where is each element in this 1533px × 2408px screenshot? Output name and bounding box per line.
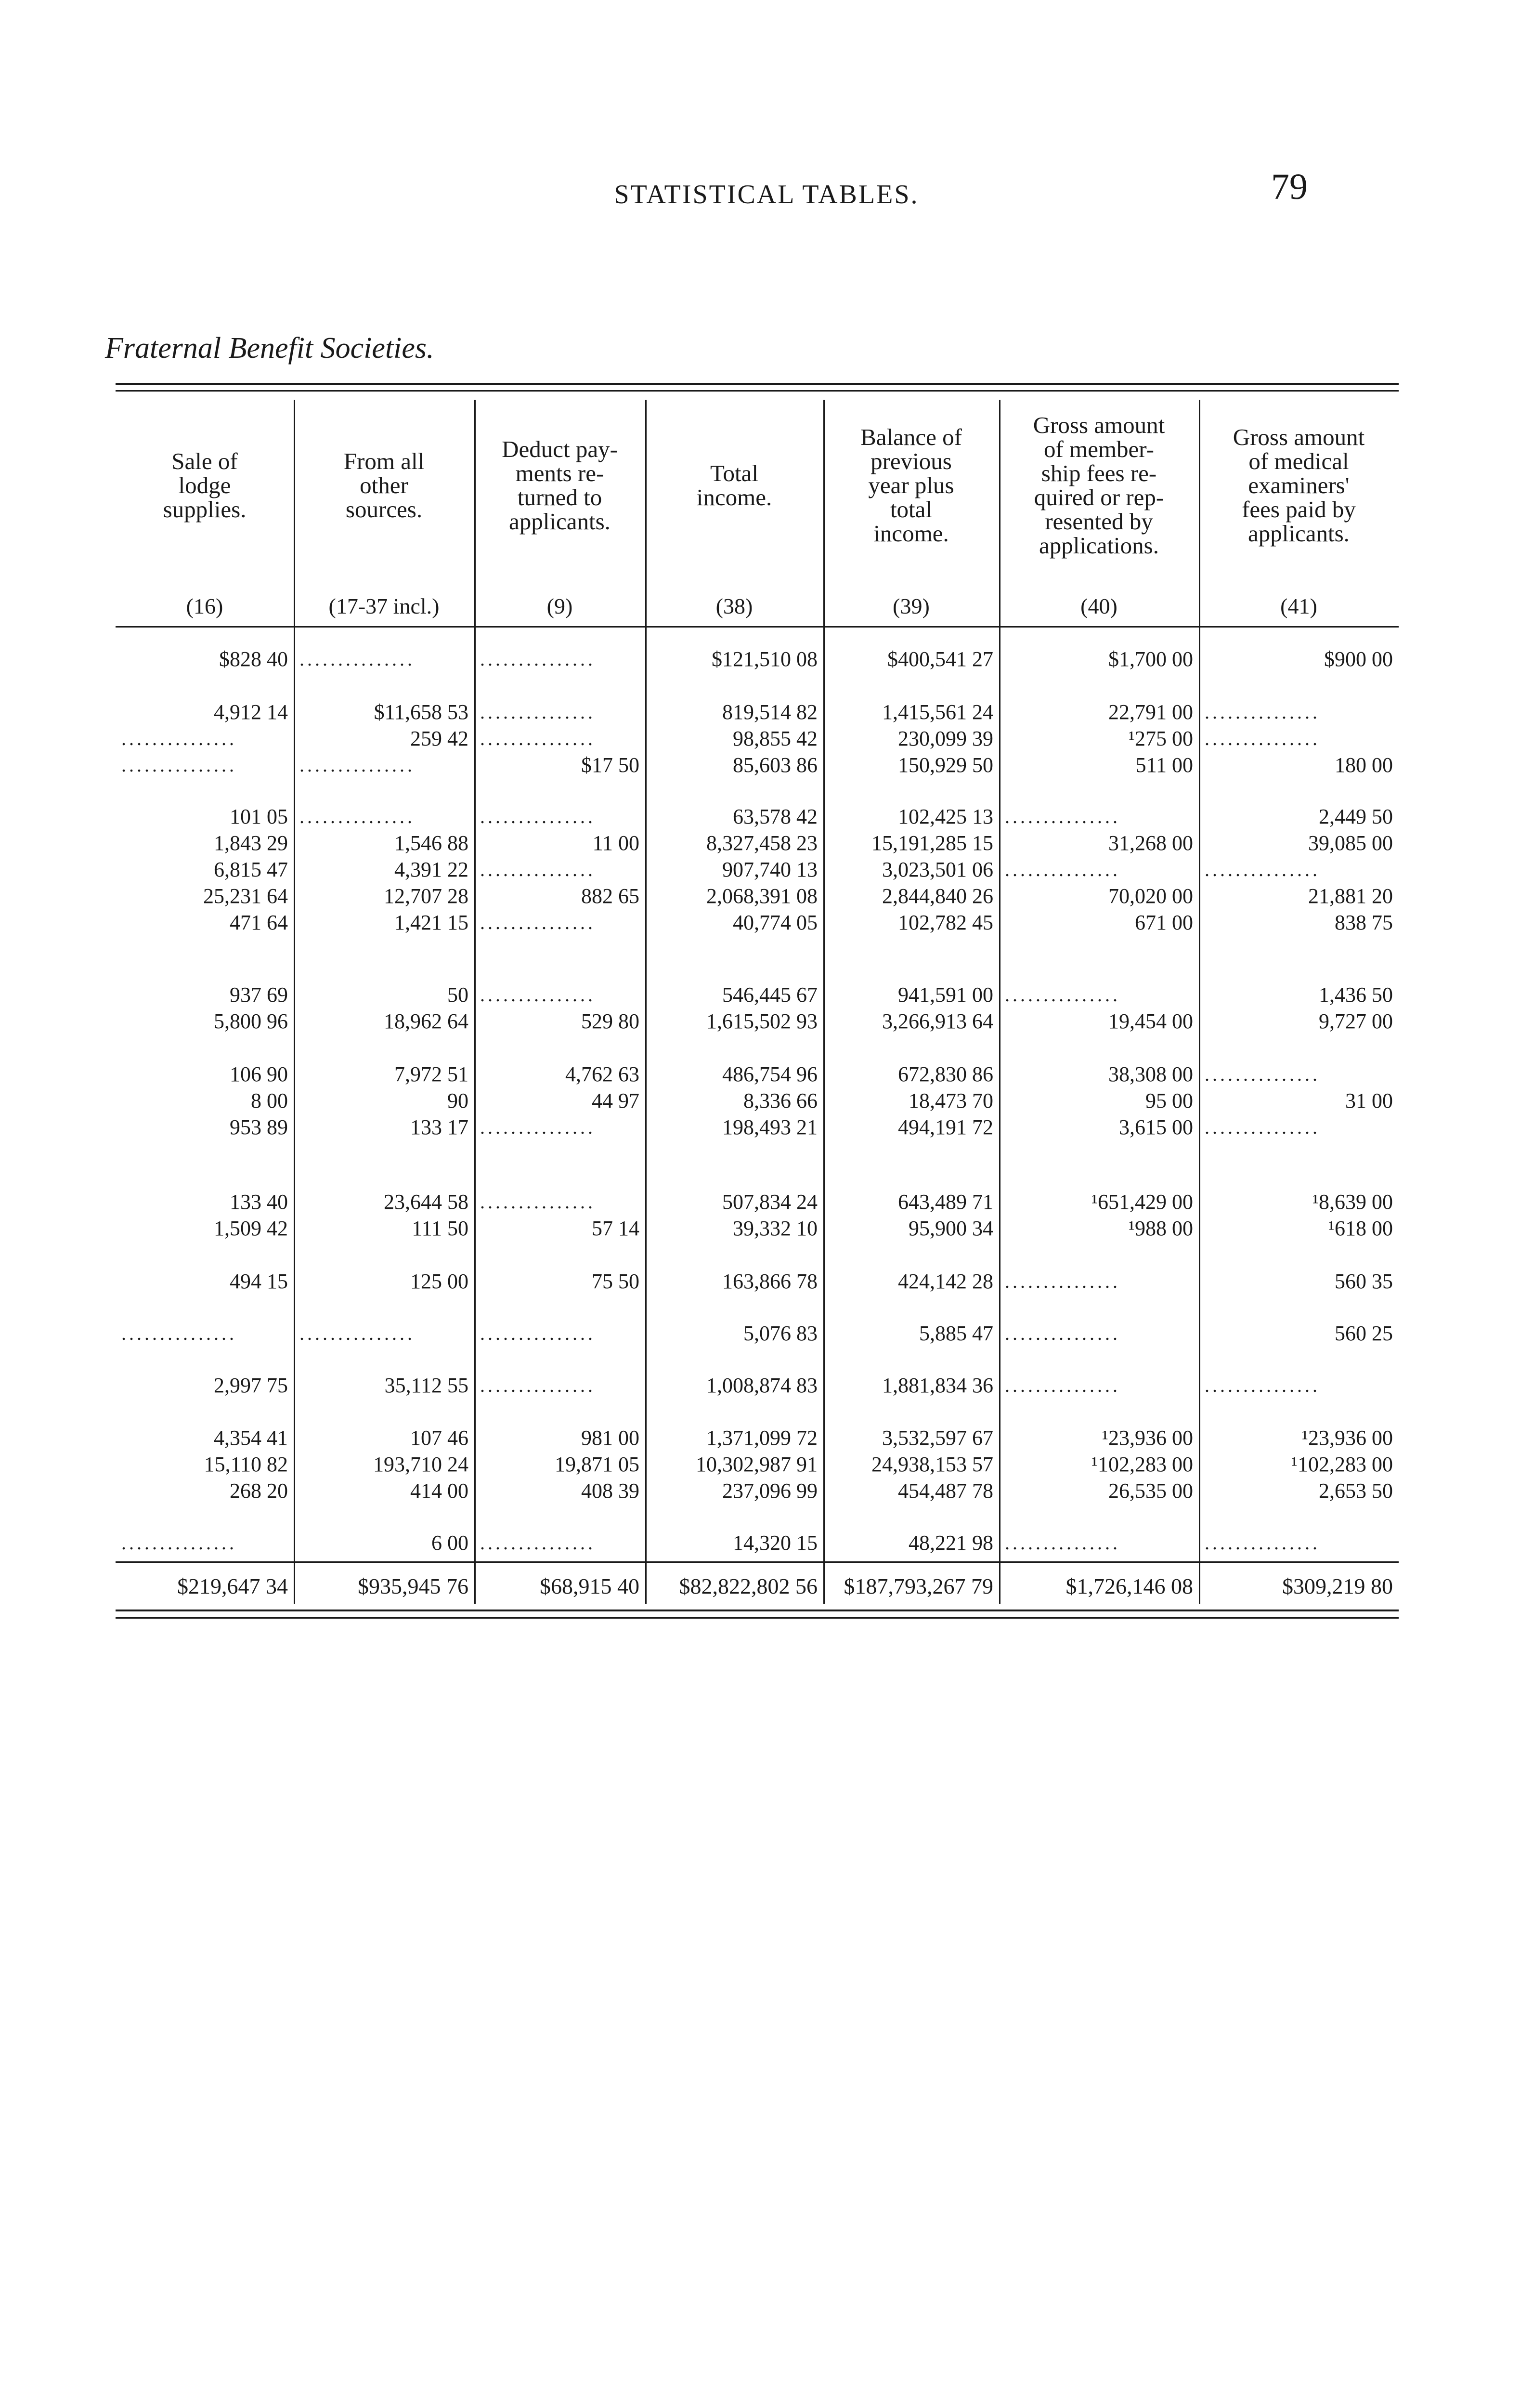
- table-cell: 6,815 47: [214, 858, 288, 881]
- table-cell: 3,023,501 06: [882, 858, 993, 881]
- table-row: [0, 832, 1533, 855]
- table-cell: 24,938,153 57: [871, 1453, 993, 1476]
- table-cell: 38,308 00: [1108, 1063, 1193, 1086]
- table-cell: $309,219 80: [1282, 1575, 1393, 1598]
- table-cell: 937 69: [230, 983, 288, 1007]
- table-cell: 6 00: [431, 1531, 468, 1555]
- table-cell: 2,997 75: [214, 1374, 288, 1397]
- dot-leader: ...............: [480, 984, 596, 1006]
- table-cell: 486,754 96: [722, 1063, 818, 1086]
- table-cell: 18,962 64: [384, 1010, 468, 1033]
- table-cell: 39,332 10: [733, 1217, 818, 1240]
- table-cell: $121,510 08: [712, 648, 818, 671]
- table-cell: $11,658 53: [374, 701, 468, 724]
- table-cell: 1,881,834 36: [882, 1374, 993, 1397]
- table-row: [0, 983, 1533, 1007]
- dot-leader: ...............: [299, 754, 415, 776]
- dot-leader: ...............: [480, 1116, 596, 1138]
- table-cell: 2,653 50: [1319, 1479, 1393, 1503]
- table-cell: 1,615,502 93: [706, 1010, 818, 1033]
- table-cell: 11 00: [592, 832, 639, 855]
- dot-leader: ...............: [1005, 1322, 1120, 1344]
- table-cell: 150,929 50: [898, 754, 993, 777]
- table-cell: 494,191 72: [898, 1116, 993, 1139]
- table-cell: 953 89: [230, 1116, 288, 1139]
- table-cell: ¹102,283 00: [1091, 1453, 1193, 1476]
- header-rule: [116, 626, 1399, 628]
- dot-leader: ...............: [1005, 859, 1120, 880]
- table-cell: 26,535 00: [1108, 1479, 1193, 1503]
- table-cell: 882 65: [581, 885, 639, 908]
- table-cell: 25,231 64: [203, 885, 288, 908]
- table-row: [0, 1191, 1533, 1214]
- table-cell: 1,509 42: [214, 1217, 288, 1240]
- table-cell: 2,068,391 08: [706, 885, 818, 908]
- dot-leader: ...............: [1205, 859, 1320, 880]
- dot-leader: ...............: [480, 1374, 596, 1396]
- table-cell: 454,487 78: [898, 1479, 993, 1503]
- table-row: [0, 701, 1533, 724]
- dot-leader: ...............: [480, 806, 596, 827]
- column-header: Balance of previous year plus total income.: [860, 423, 962, 547]
- column-header: From all other sources.: [343, 447, 425, 523]
- table-cell: $82,822,802 56: [679, 1575, 818, 1598]
- table-cell: 85,603 86: [733, 754, 818, 777]
- dot-leader: ...............: [1005, 1374, 1120, 1396]
- table-cell: 5,885 47: [919, 1322, 993, 1345]
- table-cell: 39,085 00: [1308, 832, 1393, 855]
- bottom-rule: [116, 1617, 1399, 1619]
- table-row: [0, 911, 1533, 934]
- column-header: Sale of lodge supplies.: [163, 447, 247, 523]
- column-number: (9): [546, 593, 573, 618]
- column-header: Gross amount of member- ship fees re- quired or rep- resented by applications.: [1033, 411, 1165, 559]
- table-cell: ¹8,639 00: [1312, 1191, 1393, 1214]
- table-row: [0, 1453, 1533, 1476]
- column-number: (40): [1080, 593, 1117, 618]
- table-cell: 494 15: [230, 1270, 288, 1293]
- table-cell: 19,454 00: [1108, 1010, 1193, 1033]
- table-cell: 9,727 00: [1319, 1010, 1393, 1033]
- column-number: (39): [893, 593, 930, 618]
- top-rule: [116, 390, 1399, 392]
- dot-leader: ...............: [480, 1322, 596, 1344]
- table-cell: 8,327,458 23: [706, 832, 818, 855]
- table-cell: 19,871 05: [555, 1453, 639, 1476]
- table-cell: 31,268 00: [1108, 832, 1193, 855]
- table-cell: $400,541 27: [887, 648, 993, 671]
- table-cell: 12,707 28: [384, 885, 468, 908]
- table-cell: 50: [447, 983, 468, 1007]
- table-cell: 133 40: [230, 1191, 288, 1214]
- table-row: [0, 1426, 1533, 1450]
- dot-leader: ...............: [121, 1532, 237, 1554]
- table-row: [0, 805, 1533, 828]
- dot-leader: ...............: [480, 648, 596, 670]
- table-cell: 7,972 51: [394, 1063, 468, 1086]
- table-cell: 23,644 58: [384, 1191, 468, 1214]
- table-cell: 507,834 24: [722, 1191, 818, 1214]
- table-cell: ¹23,936 00: [1102, 1426, 1193, 1450]
- table-cell: 102,782 45: [898, 911, 993, 934]
- table-cell: 2,449 50: [1319, 805, 1393, 828]
- table-cell: ¹651,429 00: [1091, 1191, 1193, 1214]
- table-cell: 5,076 83: [743, 1322, 818, 1345]
- column-number: (38): [715, 593, 753, 618]
- table-cell: $1,700 00: [1108, 648, 1193, 671]
- dot-leader: ...............: [121, 1322, 237, 1344]
- table-cell: 3,266,913 64: [882, 1010, 993, 1033]
- table-cell: 8 00: [251, 1089, 288, 1112]
- table-row: [0, 1116, 1533, 1139]
- table-cell: 560 35: [1335, 1270, 1393, 1293]
- table-row: [0, 648, 1533, 671]
- table-cell: 1,843 29: [214, 832, 288, 855]
- table-cell: 981 00: [581, 1426, 639, 1450]
- table-cell: 48,221 98: [909, 1531, 993, 1555]
- table-cell: 180 00: [1335, 754, 1393, 777]
- table-cell: 4,354 41: [214, 1426, 288, 1450]
- column-number: (41): [1280, 593, 1317, 618]
- table-cell: 163,866 78: [722, 1270, 818, 1293]
- table-cell: 8,336 66: [743, 1089, 818, 1112]
- dot-leader: ...............: [1205, 1374, 1320, 1396]
- table-cell: 560 25: [1335, 1322, 1393, 1345]
- table-cell: 672,830 86: [898, 1063, 993, 1086]
- table-cell: ¹988 00: [1128, 1217, 1193, 1240]
- table-cell: 63,578 42: [733, 805, 818, 828]
- table-cell: 1,546 88: [394, 832, 468, 855]
- table-row: [0, 1010, 1533, 1033]
- page-number: 79: [1271, 167, 1308, 207]
- table-cell: 471 64: [230, 911, 288, 934]
- dot-leader: ...............: [121, 754, 237, 776]
- table-cell: $828 40: [219, 648, 288, 671]
- table-cell: 15,191,285 15: [871, 832, 993, 855]
- table-cell: $935,945 76: [358, 1575, 468, 1598]
- table-cell: 57 14: [592, 1217, 639, 1240]
- table-cell: 237,096 99: [722, 1479, 818, 1503]
- table-cell: 1,415,561 24: [882, 701, 993, 724]
- dot-leader: ...............: [1005, 984, 1120, 1006]
- dot-leader: ...............: [480, 1191, 596, 1213]
- top-rule: [116, 383, 1399, 385]
- table-cell: 133 17: [410, 1116, 468, 1139]
- dot-leader: ...............: [1005, 1532, 1120, 1554]
- column-header: Deduct pay- ments re- turned to applicants.: [502, 435, 618, 535]
- dot-leader: ...............: [480, 859, 596, 880]
- dot-leader: ...............: [480, 701, 596, 723]
- table-cell: 31 00: [1345, 1089, 1393, 1112]
- table-cell: 95 00: [1145, 1089, 1193, 1112]
- table-row: [0, 885, 1533, 908]
- table-row: [0, 1217, 1533, 1240]
- column-number: (17-37 incl.): [328, 593, 440, 618]
- dot-leader: ...............: [299, 806, 415, 827]
- table-cell: $68,915 40: [540, 1575, 639, 1598]
- table-cell: 95,900 34: [909, 1217, 993, 1240]
- totals-row: [0, 1575, 1533, 1598]
- table-cell: 125 00: [410, 1270, 468, 1293]
- running-head: STATISTICAL TABLES.: [614, 180, 919, 209]
- table-cell: 414 00: [410, 1479, 468, 1503]
- table-cell: 1,421 15: [394, 911, 468, 934]
- dot-leader: ...............: [1205, 701, 1320, 723]
- table-cell: 70,020 00: [1108, 885, 1193, 908]
- totals-rule: [116, 1561, 1399, 1563]
- table-cell: 1,436 50: [1319, 983, 1393, 1007]
- table-cell: 106 90: [230, 1063, 288, 1086]
- table-cell: ¹102,283 00: [1291, 1453, 1393, 1476]
- table-cell: $219,647 34: [177, 1575, 288, 1598]
- table-cell: 4,391 22: [394, 858, 468, 881]
- table-row: [0, 1322, 1533, 1345]
- dot-leader: ...............: [1205, 1116, 1320, 1138]
- table-cell: 838 75: [1335, 911, 1393, 934]
- table-cell: $17 50: [581, 754, 639, 777]
- dot-leader: ...............: [299, 648, 415, 670]
- table-cell: 15,110 82: [204, 1453, 288, 1476]
- dot-leader: ...............: [1005, 1270, 1120, 1292]
- table-cell: 98,855 42: [733, 727, 818, 750]
- table-cell: 671 00: [1135, 911, 1193, 934]
- dot-leader: ...............: [480, 728, 596, 749]
- table-row: [0, 858, 1533, 881]
- table-row: [0, 1089, 1533, 1112]
- dot-leader: ...............: [1005, 806, 1120, 827]
- table-cell: 230,099 39: [898, 727, 993, 750]
- table-cell: $1,726,146 08: [1065, 1575, 1193, 1598]
- table-cell: 198,493 21: [722, 1116, 818, 1139]
- table-cell: 14,320 15: [733, 1531, 818, 1555]
- table-cell: 75 50: [592, 1270, 639, 1293]
- dot-leader: ...............: [1205, 1063, 1320, 1085]
- table-cell: 35,112 55: [384, 1374, 468, 1397]
- table-cell: 22,791 00: [1108, 701, 1193, 724]
- table-cell: 193,710 24: [373, 1453, 468, 1476]
- table-row: [0, 1063, 1533, 1086]
- table-cell: 44 97: [592, 1089, 639, 1112]
- table-cell: 4,762 63: [565, 1063, 639, 1086]
- table-cell: 907,740 13: [722, 858, 818, 881]
- table-cell: 18,473 70: [909, 1089, 993, 1112]
- table-cell: 546,445 67: [722, 983, 818, 1007]
- table-cell: 102,425 13: [898, 805, 993, 828]
- table-cell: 107 46: [410, 1426, 468, 1450]
- column-number: (16): [186, 593, 223, 618]
- table-cell: 529 80: [581, 1010, 639, 1033]
- table-row: [0, 727, 1533, 750]
- table-cell: 511 00: [1135, 754, 1193, 777]
- table-cell: 10,302,987 91: [696, 1453, 818, 1476]
- section-title: Fraternal Benefit Societies.: [105, 332, 434, 365]
- dot-leader: ...............: [1205, 728, 1320, 749]
- table-cell: 1,371,099 72: [706, 1426, 818, 1450]
- dot-leader: ...............: [480, 1532, 596, 1554]
- table-cell: 408 39: [581, 1479, 639, 1503]
- table-cell: ¹618 00: [1328, 1217, 1393, 1240]
- table-cell: $900 00: [1324, 648, 1393, 671]
- table-cell: ¹23,936 00: [1301, 1426, 1393, 1450]
- table-cell: 941,591 00: [898, 983, 993, 1007]
- column-header: Total income.: [696, 459, 772, 510]
- table-row: [0, 1374, 1533, 1397]
- table-row: [0, 1479, 1533, 1503]
- table-cell: 3,532,597 67: [882, 1426, 993, 1450]
- table-cell: 3,615 00: [1119, 1116, 1193, 1139]
- table-cell: 21,881 20: [1308, 885, 1393, 908]
- table-cell: 4,912 14: [214, 701, 288, 724]
- dot-leader: ...............: [121, 728, 237, 749]
- dot-leader: ...............: [1205, 1532, 1320, 1554]
- table-cell: 40,774 05: [733, 911, 818, 934]
- table-cell: 90: [447, 1089, 468, 1112]
- table-cell: 111 50: [412, 1217, 468, 1240]
- table-cell: 819,514 82: [722, 701, 818, 724]
- table-cell: 643,489 71: [898, 1191, 993, 1214]
- table-row: [0, 1270, 1533, 1293]
- table-cell: ¹275 00: [1128, 727, 1193, 750]
- bottom-rule: [116, 1610, 1399, 1611]
- table-cell: 101 05: [230, 805, 288, 828]
- table-row: [0, 1531, 1533, 1555]
- table-cell: 259 42: [410, 727, 468, 750]
- table-cell: 5,800 96: [214, 1010, 288, 1033]
- table-cell: 1,008,874 83: [706, 1374, 818, 1397]
- dot-leader: ...............: [480, 912, 596, 933]
- table-cell: 2,844,840 26: [882, 885, 993, 908]
- table-cell: 268 20: [230, 1479, 288, 1503]
- table-row: [0, 754, 1533, 777]
- column-header: Gross amount of medical examiners' fees paid by applicants.: [1233, 423, 1365, 547]
- table-cell: 424,142 28: [898, 1270, 993, 1293]
- table-cell: $187,793,267 79: [844, 1575, 993, 1598]
- dot-leader: ...............: [299, 1322, 415, 1344]
